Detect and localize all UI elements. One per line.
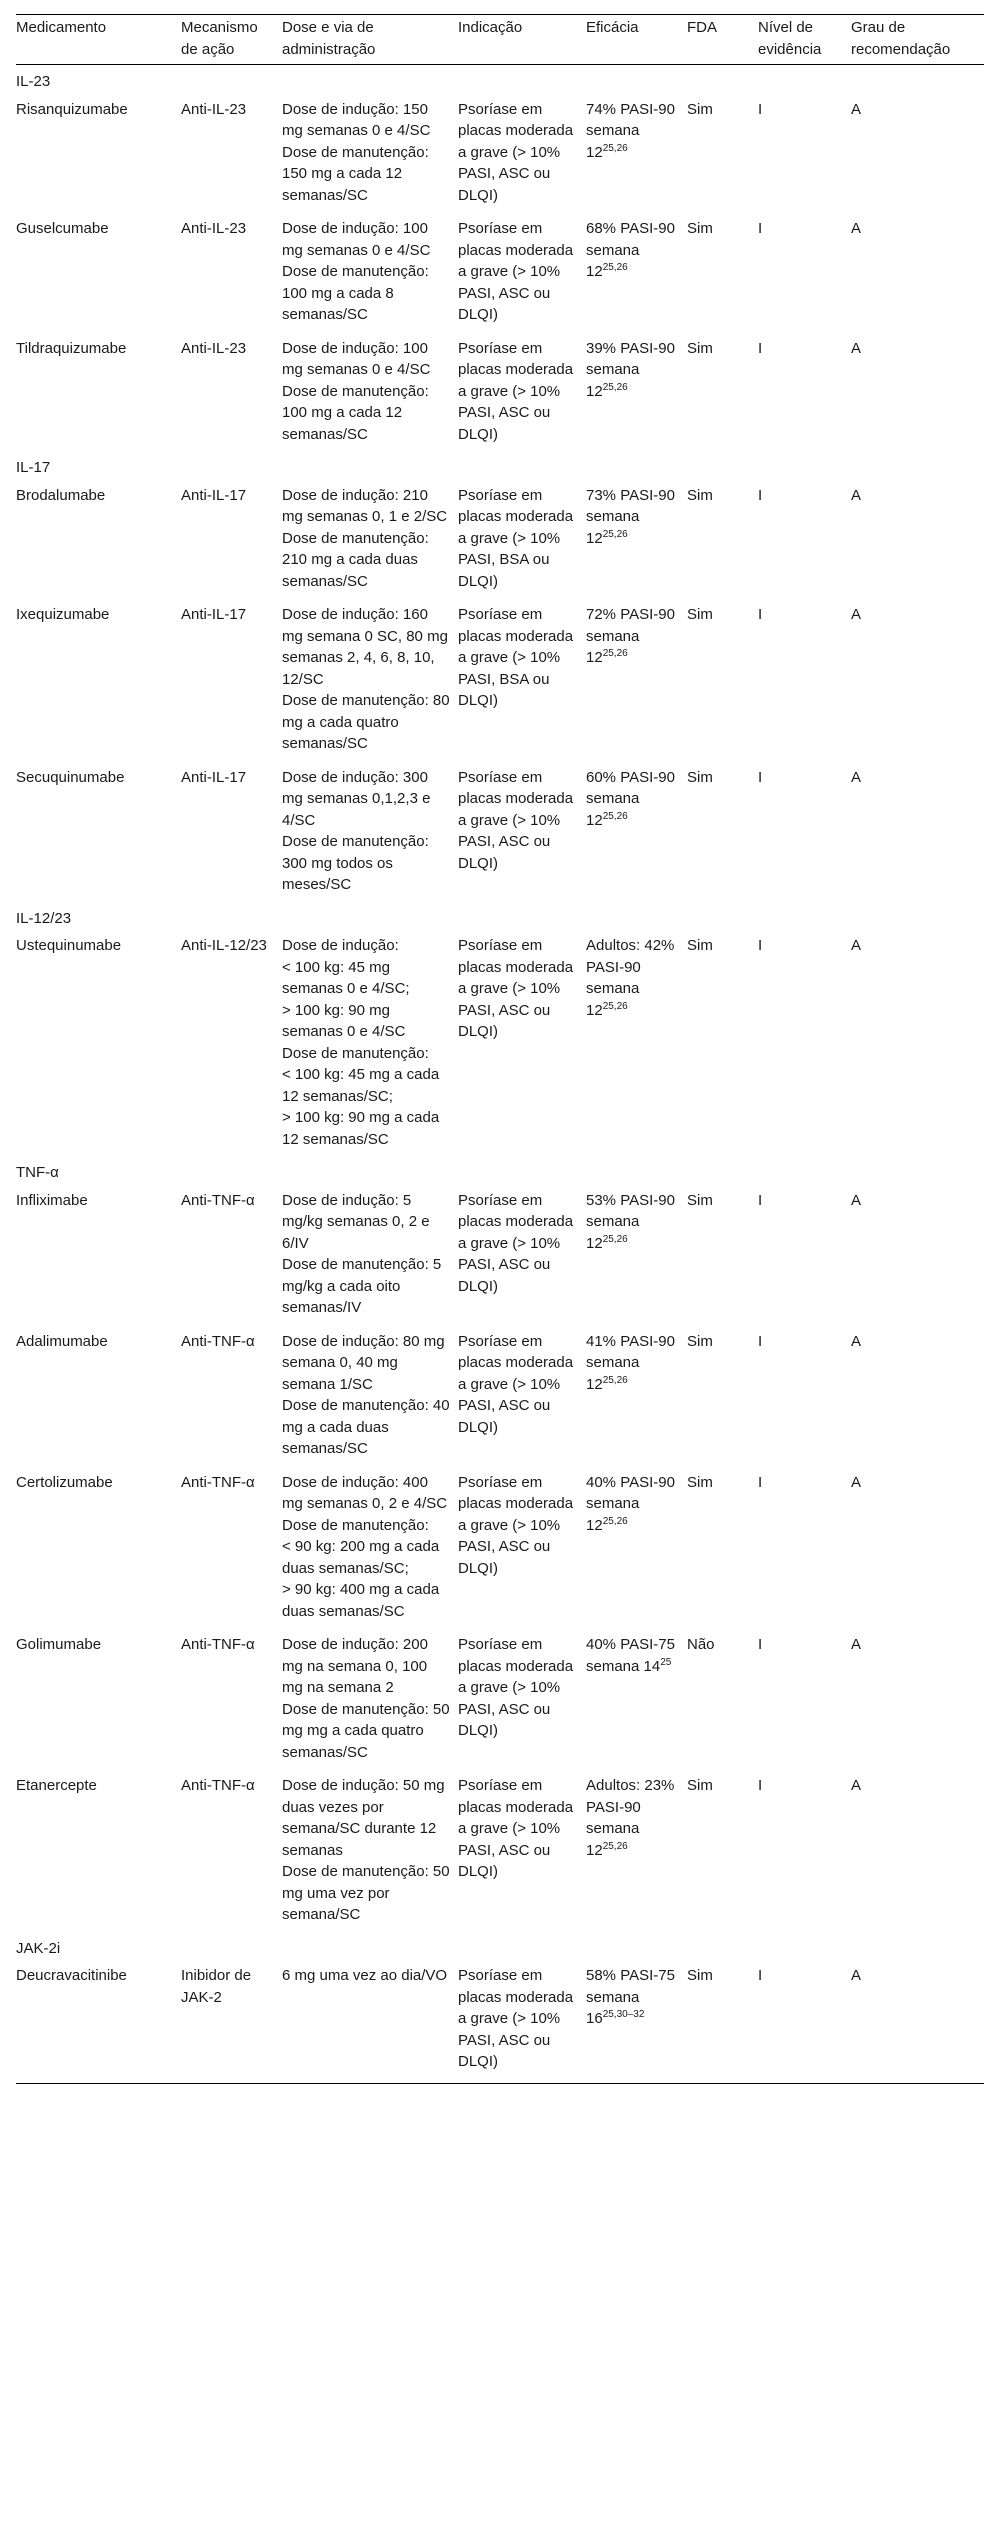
drug-name: Brodalumabe [16,486,106,504]
dose-line: > 100 kg: 90 mg a cada 12 semanas/SC [282,1109,440,1148]
table-row [16,1769,984,1932]
dose-line: Dose de indução: 80 mg semana 0, 40 mg semana 1/SC [282,1332,445,1393]
table-row [16,1959,984,2083]
dose-cell [282,1325,458,1466]
dose-cell [282,212,458,332]
dose-cell [282,1769,458,1932]
header-row [16,15,984,65]
dose-line: Dose de manutenção: 5 mg/kg a cada oito semanas/IV [282,1256,442,1316]
efficacy-text: 39% PASI-90 semana 12 [586,339,675,400]
recommendation-grade: A [851,1191,862,1209]
reference-superscript: 25,26 [602,528,628,540]
mechanism: Anti-IL-17 [181,768,247,786]
drug-name: Tildraquizumabe [16,339,127,357]
fda-status: Sim [687,1777,713,1794]
dose-line: Dose de indução: 50 mg duas vezes por semana/SC durante 12 semanas [282,1777,445,1859]
efficacy-text: Adultos: 42% PASI-90 semana 12 [586,937,675,1019]
mechanism: Anti-IL-17 [181,606,247,623]
efficacy-cell [586,929,687,1156]
dose-line: Dose de indução: 100 mg semanas 0 e 4/SC [282,339,431,378]
dose-line: Dose de indução: [282,937,399,954]
group-row [16,65,984,93]
efficacy-cell [586,1769,687,1932]
table-row [16,212,984,332]
fda-status: Sim [687,937,713,954]
dose-line: Dose de manutenção: 50 mg uma vez por semana/SC [282,1863,450,1923]
recommendation-grade: A [851,100,862,118]
fda-status: Sim [687,100,713,118]
efficacy-text: Adultos: 23% PASI-90 semana 12 [586,1777,675,1859]
dose-line: Dose de indução: 300 mg semanas 0,1,2,3 e 4/SC [282,768,431,829]
group-label: IL-12/23 [16,909,72,927]
dose-cell [282,332,458,452]
table-row [16,1628,984,1769]
recommendation-grade: A [851,937,862,954]
mechanism: Anti-IL-12/23 [181,937,267,954]
recommendation-grade: A [851,768,862,786]
dose-line: Dose de manutenção: [282,1044,429,1062]
evidence-level: I [758,768,763,786]
group-row [16,1156,984,1184]
fda-status: Sim [687,486,713,504]
efficacy-cell [586,1628,687,1769]
dose-cell [282,1466,458,1629]
efficacy-text: 40% PASI-75 semana 14 [586,1636,675,1675]
drug-name: Certolizumabe [16,1473,113,1491]
dose-line: Dose de indução: 5 mg/kg semanas 0, 2 e 6/IV [282,1191,430,1252]
group-label: JAK-2i [16,1939,61,1957]
dose-line: Dose de indução: 400 mg semanas 0, 2 e 4/SC [282,1473,448,1512]
dose-cell [282,1628,458,1769]
efficacy-cell [586,1325,687,1466]
evidence-level: I [758,937,763,954]
dose-line: Dose de indução: 100 mg semanas 0 e 4/SC [282,220,431,259]
dose-cell [282,598,458,761]
efficacy-text: 40% PASI-90 semana 12 [586,1473,675,1534]
drug-name: Guselcumabe [16,220,109,237]
table-row [16,761,984,902]
mechanism: Inibidor de JAK-2 [181,1959,282,2083]
indication: Psoríase em placas moderada a grave (> 10% PASI, ASC ou DLQI) [458,100,574,204]
efficacy-text: 41% PASI-90 semana 12 [586,1332,675,1393]
column-header: Dose e via de administração [282,15,458,65]
fda-status: Sim [687,339,713,357]
drug-name: Deucravacitinibe [16,1959,181,2083]
group-row [16,902,984,930]
recommendation-grade: A [851,1332,862,1350]
dose-line: Dose de indução: 160 mg semana 0 SC, 80 mg semanas 2, 4, 6, 8, 10, 12/SC [282,606,448,688]
dose-line: Dose de manutenção: 50 mg mg a cada quatro semanas/SC [282,1700,450,1761]
evidence-level: I [758,1332,763,1350]
dose-line: < 100 kg: 45 mg semanas 0 e 4/SC; [282,958,410,997]
efficacy-cell [586,93,687,213]
dose-line: Dose de indução: 210 mg semanas 0, 1 e 2/SC [282,486,448,525]
reference-superscript: 25,26 [602,1233,628,1245]
column-header: Medicamento [16,15,181,65]
reference-superscript: 25,26 [602,262,628,273]
fda-status: Sim [687,220,713,237]
efficacy-text: 68% PASI-90 semana 12 [586,220,675,280]
recommendation-grade: A [851,1636,862,1653]
evidence-level: I [758,339,763,357]
reference-superscript: 25,26 [602,1000,628,1012]
evidence-level: I [758,1636,763,1653]
mechanism: Anti-TNF-α [181,1473,255,1491]
indication: Psoríase em placas moderada a grave (> 10% PASI, ASC ou DLQI) [458,937,574,1040]
fda-status: Sim [687,606,713,623]
evidence-level: I [758,100,763,118]
efficacy-cell [586,479,687,599]
evidence-level: I [758,1959,851,2083]
column-header: Mecanismo de ação [181,15,282,65]
reference-superscript: 25,26 [602,1374,628,1386]
reference-superscript: 25,26 [602,810,628,822]
dose-line: Dose de indução: 200 mg na semana 0, 100 mg na semana 2 [282,1636,428,1696]
mechanism: Anti-IL-23 [181,100,247,118]
evidence-level: I [758,1191,763,1209]
column-header: FDA [687,15,758,65]
recommendation-grade: A [851,339,862,357]
fda-status: Sim [687,1959,758,2083]
table-row [16,1466,984,1629]
indication: Psoríase em placas moderada a grave (> 10% PASI, ASC ou DLQI) [458,768,574,872]
drug-name: Golimumabe [16,1636,102,1653]
indication: Psoríase em placas moderada a grave (> 10% PASI, ASC ou DLQI) [458,1777,574,1880]
efficacy-text: 58% PASI-75 semana 16 [586,1967,675,2027]
recommendation-grade: A [851,1473,862,1491]
group-label: IL-23 [16,73,51,90]
mechanism: Anti-IL-23 [181,220,247,237]
dose-cell [282,929,458,1156]
evidence-level: I [758,1777,763,1794]
mechanism: Anti-IL-23 [181,339,247,357]
efficacy-text: 73% PASI-90 semana 12 [586,486,675,547]
drug-name: Adalimumabe [16,1332,108,1350]
drug-name: Infliximabe [16,1191,88,1209]
dose-line: Dose de manutenção: 100 mg a cada 8 semanas/SC [282,263,429,323]
fda-status: Sim [687,1191,713,1209]
efficacy-text: 74% PASI-90 semana 12 [586,100,675,161]
evidence-level: I [758,606,763,623]
efficacy-cell [586,1184,687,1325]
fda-status: Sim [687,1332,713,1350]
dose-line: Dose de manutenção: 300 mg todos os meses/SC [282,833,429,893]
indication: Psoríase em placas moderada a grave (> 10% PASI, BSA ou DLQI) [458,606,574,709]
group-label: IL-17 [16,459,51,476]
column-header: Grau de recomendação [851,15,984,65]
dose-cell [282,93,458,213]
dose-line: Dose de manutenção: 80 mg a cada quatro semanas/SC [282,692,450,752]
drug-comparison-table [16,14,984,2084]
table-row [16,332,984,452]
indication: Psoríase em placas moderada a grave (> 10% PASI, ASC ou DLQI) [458,1959,586,2083]
table-row [16,1325,984,1466]
table-row [16,598,984,761]
indication: Psoríase em placas moderada a grave (> 10% PASI, BSA ou DLQI) [458,486,574,590]
efficacy-cell [586,1959,687,2083]
table-row [16,929,984,1156]
evidence-level: I [758,220,763,237]
column-header: Nível de evidência [758,15,851,65]
group-label: TNF-α [16,1164,59,1181]
table-header [16,15,984,65]
mechanism: Anti-IL-17 [181,486,247,504]
indication: Psoríase em placas moderada a grave (> 10% PASI, ASC ou DLQI) [458,339,574,443]
indication: Psoríase em placas moderada a grave (> 10% PASI, ASC ou DLQI) [458,1636,574,1739]
indication: Psoríase em placas moderada a grave (> 10% PASI, ASC ou DLQI) [458,1473,574,1577]
dose-line: 6 mg uma vez ao dia/VO [282,1967,448,1984]
reference-superscript: 25,26 [602,1840,628,1852]
drug-name: Risanquizumabe [16,100,128,118]
mechanism: Anti-TNF-α [181,1777,255,1794]
dose-line: Dose de manutenção: 100 mg a cada 12 semanas/SC [282,382,429,443]
dose-cell [282,1184,458,1325]
recommendation-grade: A [851,220,862,237]
efficacy-cell [586,332,687,452]
evidence-level: I [758,486,763,504]
reference-superscript: 25,26 [602,381,628,393]
recommendation-grade: A [851,486,862,504]
efficacy-cell [586,761,687,902]
dose-line: Dose de manutenção: 40 mg a cada duas semanas/SC [282,1397,450,1457]
dose-cell [282,761,458,902]
column-header: Indicação [458,15,586,65]
indication: Psoríase em placas moderada a grave (> 10% PASI, ASC ou DLQI) [458,220,574,323]
column-header: Eficácia [586,15,687,65]
dose-line: > 100 kg: 90 mg semanas 0 e 4/SC [282,1001,406,1040]
reference-superscript: 25,26 [602,1515,628,1527]
dose-line: < 90 kg: 200 mg a cada duas semanas/SC; [282,1538,440,1577]
reference-superscript: 25 [660,1656,672,1668]
dose-line: Dose de manutenção: 210 mg a cada duas semanas/SC [282,529,429,590]
efficacy-cell [586,598,687,761]
drug-name: Ixequizumabe [16,606,110,623]
table-row [16,93,984,213]
dose-line: Dose de manutenção: [282,1516,429,1534]
evidence-level: I [758,1473,763,1491]
drug-name: Ustequinumabe [16,937,122,954]
dose-line: Dose de manutenção: 150 mg a cada 12 semanas/SC [282,143,429,204]
group-row [16,1932,984,1960]
indication: Psoríase em placas moderada a grave (> 10% PASI, ASC ou DLQI) [458,1332,574,1436]
table-row [16,1184,984,1325]
dose-line: Dose de indução: 150 mg semanas 0 e 4/SC [282,100,431,139]
fda-status: Sim [687,768,713,786]
dose-cell [282,479,458,599]
dose-line: > 90 kg: 400 mg a cada duas semanas/SC [282,1581,440,1620]
drug-name: Etanercepte [16,1777,97,1794]
mechanism: Anti-TNF-α [181,1636,255,1653]
indication: Psoríase em placas moderada a grave (> 10% PASI, ASC ou DLQI) [458,1191,574,1295]
efficacy-cell [586,1466,687,1629]
table-row [16,479,984,599]
group-row [16,451,984,479]
recommendation-grade: A [851,1959,984,2083]
recommendation-grade: A [851,606,862,623]
dose-line: < 100 kg: 45 mg a cada 12 semanas/SC; [282,1066,440,1105]
table-body [16,65,984,2084]
reference-superscript: 25,26 [602,142,628,154]
efficacy-text: 53% PASI-90 semana 12 [586,1191,675,1252]
fda-status: Não [687,1636,715,1653]
mechanism: Anti-TNF-α [181,1191,255,1209]
reference-superscript: 25,26 [602,648,628,659]
drug-name: Secuquinumabe [16,768,125,786]
dose-cell [282,1959,458,2083]
efficacy-cell [586,212,687,332]
efficacy-text: 60% PASI-90 semana 12 [586,768,675,829]
recommendation-grade: A [851,1777,862,1794]
fda-status: Sim [687,1473,713,1491]
mechanism: Anti-TNF-α [181,1332,255,1350]
efficacy-text: 72% PASI-90 semana 12 [586,606,675,666]
reference-superscript: 25,30–32 [602,2009,645,2020]
